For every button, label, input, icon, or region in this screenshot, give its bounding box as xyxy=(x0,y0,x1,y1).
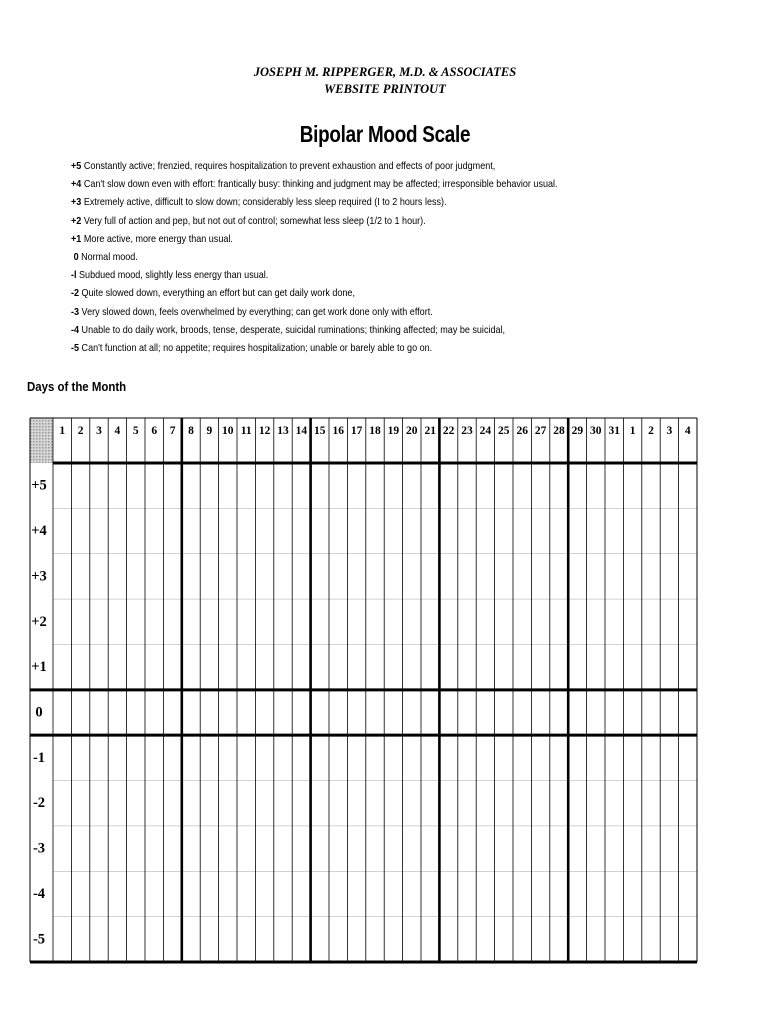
scale-level: +1 xyxy=(71,232,82,245)
day-header-label: 21 xyxy=(424,425,436,437)
scale-level: -5 xyxy=(71,342,80,355)
scale-description: Unable to do daily work, broods, tense, desperate, suicidal ruminations; thinking affected; may be suicidal, xyxy=(79,323,506,336)
day-header-label: 3 xyxy=(666,425,673,437)
scale-description: Quite slowed down, everything an effort but can get daily work done, xyxy=(79,287,355,300)
day-header-label: 26 xyxy=(516,425,528,437)
day-header-label: 23 xyxy=(461,425,473,437)
scale-description: Can't function at all; no appetite; requires hospitalization; unable or barely able to go on. xyxy=(79,342,433,355)
scale-level: 0 xyxy=(73,251,79,264)
day-header-label: 3 xyxy=(96,425,102,437)
day-header-label: 6 xyxy=(151,425,158,437)
scale-level: +3 xyxy=(71,196,82,209)
day-header-label: 11 xyxy=(240,425,252,437)
mood-row-label: -1 xyxy=(32,749,46,766)
day-header-label: 20 xyxy=(406,425,418,437)
scale-description: Very full of action and pep, but not out of control; somewhat less sleep (1/2 to 1 hour). xyxy=(81,214,426,227)
scale-description: More active, more energy than usual. xyxy=(81,232,233,245)
practice-name: JOSEPH M. RIPPERGER, M.D. & ASSOCIATES xyxy=(253,65,517,79)
day-header-label: 1 xyxy=(59,425,66,437)
day-header-label: 30 xyxy=(590,425,602,437)
day-header-label: 4 xyxy=(114,425,121,437)
day-header-label: 2 xyxy=(648,425,654,437)
scale-level: +4 xyxy=(71,178,82,191)
mood-row-label: -3 xyxy=(32,840,46,857)
scale-level: +5 xyxy=(71,160,82,172)
day-header-label: 25 xyxy=(498,425,510,437)
mood-row-label: +3 xyxy=(31,568,47,585)
mood-row-label: -5 xyxy=(32,931,46,948)
day-header-label: 24 xyxy=(479,425,492,437)
mood-row-label: +1 xyxy=(31,659,47,676)
scale-description: Extremely active, difficult to slow down; considerably less sleep required (I to 2 hours less). xyxy=(81,196,447,209)
day-header-label: 13 xyxy=(277,425,289,437)
scale-level: -l xyxy=(71,269,77,282)
day-header-label: 17 xyxy=(350,425,363,437)
day-header-label: 9 xyxy=(206,425,213,437)
days-of-month-label: Days of the Month xyxy=(27,379,127,394)
scale-level: +2 xyxy=(71,214,82,227)
scale-description: Can't slow down even with effort: frantically busy: thinking and judgment may be affected; irresponsible behavior usual. xyxy=(81,178,558,191)
day-header-label: 10 xyxy=(222,425,234,437)
mood-row-label: -2 xyxy=(32,795,46,812)
day-header-label: 4 xyxy=(684,425,691,437)
mood-row-label: +4 xyxy=(31,523,47,540)
header-shaded-cell xyxy=(30,418,53,463)
scale-description: Normal mood. xyxy=(78,251,138,264)
printout-label: WEBSITE PRINTOUT xyxy=(324,82,446,96)
day-header-label: 16 xyxy=(332,425,344,437)
day-header-label: 22 xyxy=(442,425,455,437)
day-header-label: 27 xyxy=(534,425,547,437)
scale-description: Subdued mood, slightly less energy than usual. xyxy=(76,269,269,282)
scale-level: -4 xyxy=(71,323,80,336)
day-header-label: 18 xyxy=(369,425,381,437)
day-header-label: 2 xyxy=(77,425,84,437)
scale-level: -3 xyxy=(71,305,80,318)
mood-row-label: +2 xyxy=(31,613,47,630)
scale-description: Constantly active; frenzied, requires hospitalization to prevent exhaustion and effects of poor judgment, xyxy=(81,160,496,172)
day-header-label: 7 xyxy=(169,425,176,437)
mood-row-label: 0 xyxy=(35,704,43,721)
day-header-label: 28 xyxy=(553,425,565,437)
scale-description: Very slowed down, feels overwhelmed by everything; can get work done only with effort. xyxy=(79,305,433,318)
day-header-label: 29 xyxy=(571,425,584,437)
page-title: Bipolar Mood Scale xyxy=(299,121,471,147)
day-header-label: 1 xyxy=(629,425,636,437)
scale-level: -2 xyxy=(71,287,80,300)
mood-row-label: -4 xyxy=(32,885,46,902)
day-header-label: 8 xyxy=(188,425,194,437)
day-header-label: 15 xyxy=(314,425,326,437)
mood-row-label: +5 xyxy=(31,477,47,494)
day-header-label: 14 xyxy=(295,425,308,437)
day-header-label: 31 xyxy=(608,425,620,437)
day-header-label: 19 xyxy=(387,425,400,437)
day-header-label: 12 xyxy=(258,425,271,437)
day-header-label: 5 xyxy=(132,425,139,437)
